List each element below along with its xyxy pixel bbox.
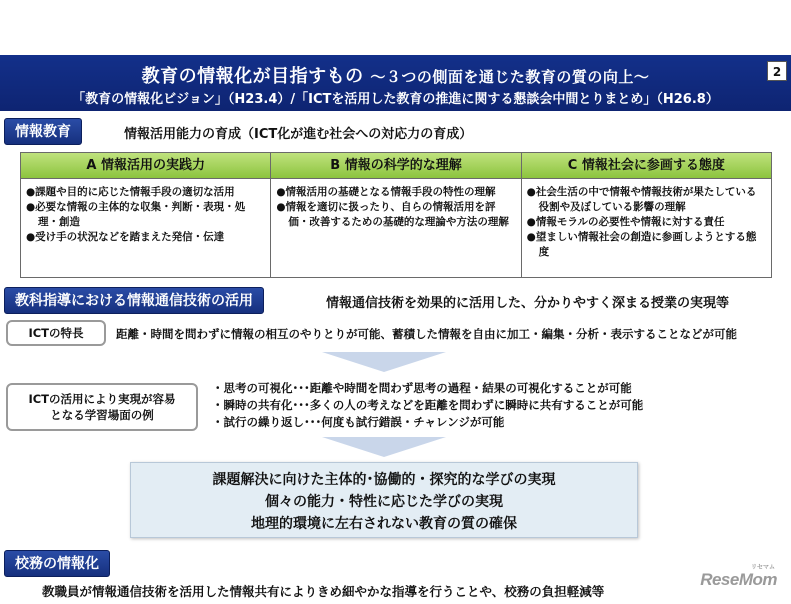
list-item: ●情報を適切に扱ったり、自らの情報活用を評価・改善するための基礎的な理論や方法の理解 (276, 201, 509, 228)
page-title (0, 62, 791, 88)
down-arrow-icon (322, 352, 446, 372)
section-label-school-affairs: 校務の情報化 (4, 550, 110, 577)
outcome-line: 個々の能力・特性に応じた学びの実現 (265, 494, 503, 510)
list-item: ●受け手の状況などを踏まえた発信・伝達 (26, 231, 225, 243)
learning-scene-label (6, 383, 198, 431)
outcome-line: 地理的環境に左右されない教育の質の確保 (251, 516, 517, 532)
list-item: ●情報モラルの必要性や情報に対する責任 (526, 216, 725, 228)
outcome-line: 課題解決に向けた主体的･協働的・探究的な学びの実現 (212, 472, 556, 488)
info-competency-table (20, 152, 772, 278)
title-banner (0, 55, 791, 111)
learning-scene-bullets (212, 380, 643, 431)
resemom-logo (700, 565, 777, 590)
down-arrow-icon (322, 437, 446, 457)
section-label-info-education: 情報教育 (4, 118, 82, 145)
page-title-sub: ～３つの側面を通じた教育の質の向上～ (370, 68, 650, 86)
section-desc-school-affairs: 教職員が情報通信技術を活用した情報共有によりきめ細やかな指導を行うことや、校務の負担軽減等 (42, 584, 605, 599)
section-desc-info-education: 情報活用能力の育成（ICT化が進む社会への対応力の育成） (124, 127, 473, 142)
table-body-a (21, 179, 270, 251)
section-label-ict-in-teaching: 教科指導における情報通信技術の活用 (4, 287, 264, 314)
ict-feature-label: ICTの特長 (6, 320, 106, 346)
list-item: ●望ましい情報社会の創造に参画しようとする態度 (526, 231, 757, 258)
table-body-c (522, 179, 771, 266)
outcome-box (130, 462, 638, 538)
table-header-a: A 情報活用の実践力 (21, 153, 270, 179)
table-column-b (271, 153, 521, 277)
table-body-b (271, 179, 520, 236)
table-column-a (21, 153, 271, 277)
table-header-b: B 情報の科学的な理解 (271, 153, 520, 179)
list-item: ・思考の可視化･･･距離や時間を問わず思考の過程・結果の可視化することが可能 (212, 381, 632, 395)
list-item: ・瞬時の共有化･･･多くの人の考えなどを距離を問わずに瞬時に共有することが可能 (212, 398, 644, 412)
list-item: ●社会生活の中で情報や情報技術が果たしている役割や及ぼしている影響の理解 (526, 186, 757, 213)
logo-kana: リセマム (751, 565, 775, 571)
learning-scene-label-line1: ICTの活用により実現が容易 (28, 392, 176, 406)
list-item: ・試行の繰り返し･･･何度も試行錯誤・チャレンジが可能 (212, 415, 505, 429)
learning-scene-label-line2: となる学習場面の例 (50, 408, 154, 422)
ict-feature-desc: 距離・時間を問わずに情報の相互のやりとりが可能、蓄積した情報を自由に加工・編集・分析・表示することなどが可能 (116, 327, 737, 341)
list-item: ●課題や目的に応じた情報手段の適切な活用 (26, 186, 235, 198)
page-title-main: 教育の情報化が目指すもの (141, 66, 364, 87)
logo-text: ReseMom (700, 570, 777, 589)
table-header-c: C 情報社会に参画する態度 (522, 153, 771, 179)
list-item: ●必要な情報の主体的な収集・判断・表現・処理・創造 (26, 201, 246, 228)
page-subtitle: 「教育の情報化ビジョン」（H23.4）/「ICTを活用した教育の推進に関する懇談会中間とりまとめ」（H26.8） (72, 92, 719, 107)
section-desc-ict-in-teaching: 情報通信技術を効果的に活用した、分かりやすく深まる授業の実現等 (326, 296, 730, 311)
list-item: ●情報活用の基礎となる情報手段の特性の理解 (276, 186, 496, 198)
table-column-c (522, 153, 771, 277)
page-number: 2 (767, 61, 787, 81)
